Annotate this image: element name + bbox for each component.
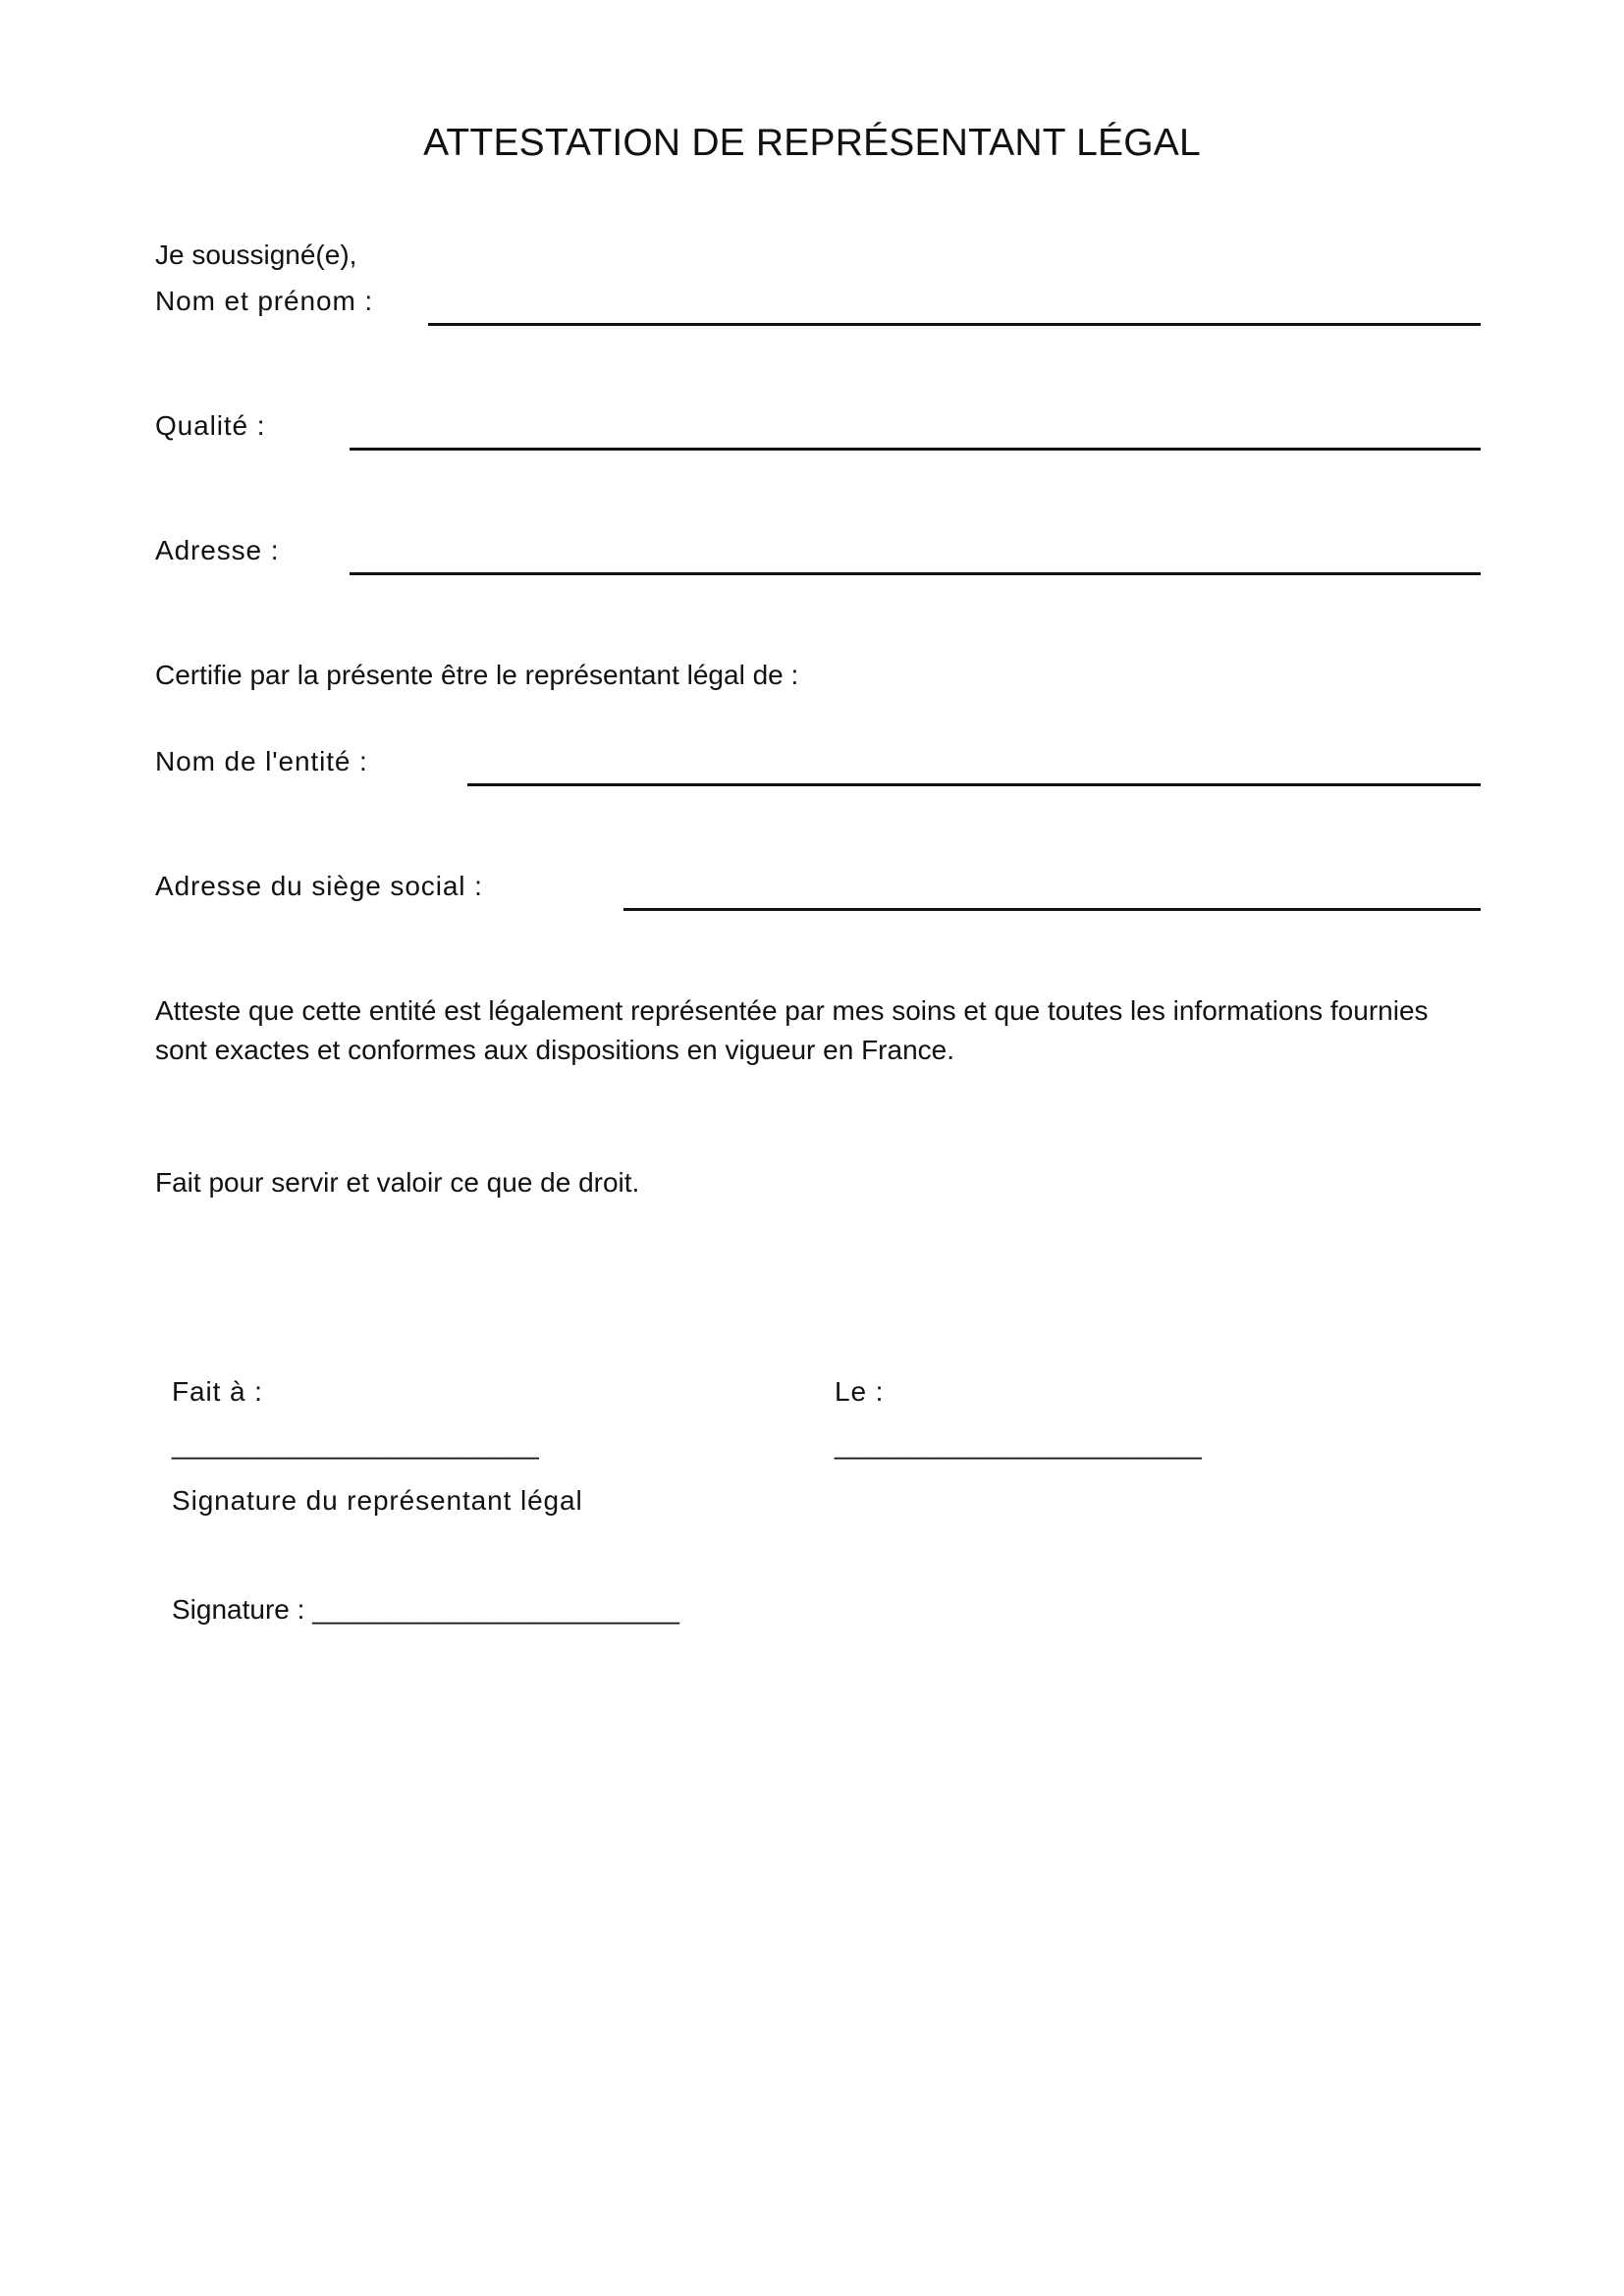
fait-a-blank-line[interactable]: ________________________ xyxy=(172,1429,539,1460)
attest-paragraph: Atteste que cette entité est légalement représentée par mes soins et que toutes les informations fournies sont exactes et conformes aux dispositions en vigueur en France. xyxy=(155,995,1429,1065)
field-label-adresse-siege: Adresse du siège social : xyxy=(155,871,483,901)
certify-text: Certifie par la présente être le représentant légal de : xyxy=(155,660,799,690)
field-line-nom-entite[interactable] xyxy=(467,783,1481,786)
field-line-adresse[interactable] xyxy=(350,572,1481,575)
field-label-adresse: Adresse : xyxy=(155,535,280,565)
field-line-nom-prenom[interactable] xyxy=(428,323,1481,326)
field-line-adresse-siege[interactable] xyxy=(623,908,1481,911)
le-blank-line[interactable]: ________________________ xyxy=(835,1429,1202,1460)
signature-line[interactable]: Signature : ________________________ xyxy=(172,1594,679,1625)
field-label-nom-entite: Nom de l'entité : xyxy=(155,746,368,776)
le-label: Le : xyxy=(835,1376,885,1407)
document-title: ATTESTATION DE REPRÉSENTANT LÉGAL xyxy=(423,122,1201,164)
field-label-nom-prenom: Nom et prénom : xyxy=(155,286,374,316)
signature-heading: Signature du représentant légal xyxy=(172,1485,583,1516)
closing-text: Fait pour servir et valoir ce que de droit. xyxy=(155,1167,640,1198)
intro-text: Je soussigné(e), xyxy=(155,240,357,270)
field-line-qualite[interactable] xyxy=(350,448,1481,451)
fait-a-label: Fait à : xyxy=(172,1376,263,1407)
field-label-qualite: Qualité : xyxy=(155,410,266,441)
